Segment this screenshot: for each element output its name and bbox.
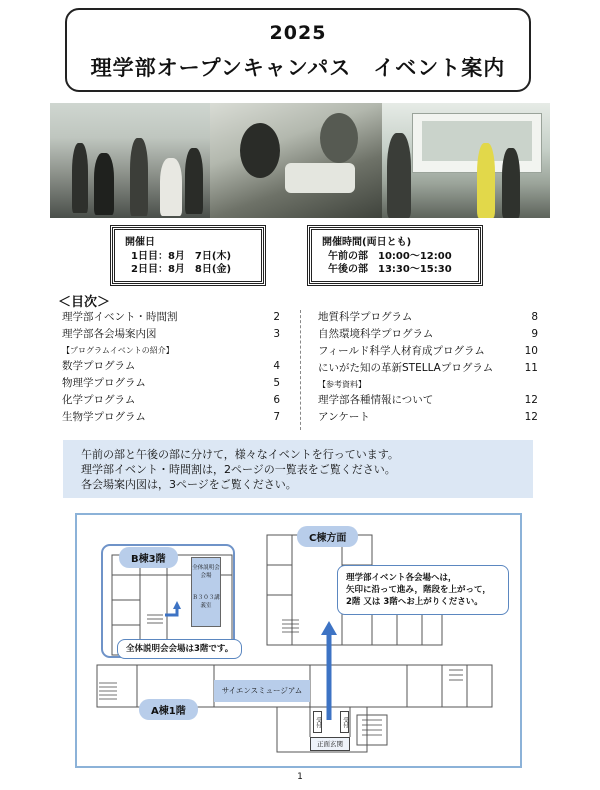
toc-entry[interactable]: 理学部イベント・時間割 2 xyxy=(62,311,280,323)
toc-entry[interactable]: 理学部各会場案内図 3 xyxy=(62,328,280,340)
photo-lab-visitors xyxy=(50,103,210,218)
toc-entry[interactable]: 地質科学プログラム 8 xyxy=(318,311,538,323)
date-day2: 2日目：8月 8日(金) xyxy=(131,264,232,275)
dates-label: 開催日 xyxy=(125,237,155,248)
toc-right-column xyxy=(318,309,538,426)
building-b-label: B棟3階 xyxy=(119,547,178,568)
photo-strip xyxy=(50,103,550,218)
toc-entry[interactable]: アンケート 12 xyxy=(318,411,538,423)
floor-map xyxy=(75,513,522,768)
intro-line: 各会場案内図は，3ページをご覧ください。 xyxy=(81,478,297,491)
toc-section-label: 【プログラムイベントの紹介】 xyxy=(62,346,174,355)
room-name: Ｂ３０３講義室 xyxy=(192,595,220,609)
reception-marker: 受付 xyxy=(340,711,349,733)
reception-marker: 受付 xyxy=(313,711,322,733)
time-morning: 午前の部 10:00～12:00 xyxy=(328,250,452,262)
toc-entry[interactable]: フィールド科学人材育成プログラム 10 xyxy=(318,345,538,357)
intro-line: 午前の部と午後の部に分けて，様々なイベントを行っています。 xyxy=(81,448,399,461)
intro-line: 理学部イベント・時間割は，2ページの一覧表をご覧ください。 xyxy=(81,463,396,476)
toc-entry[interactable]: 数学プログラム 4 xyxy=(62,360,280,372)
title-box xyxy=(65,8,531,92)
toc-heading: ＜目次＞ xyxy=(58,295,111,310)
toc-entry[interactable]: 化学プログラム 6 xyxy=(62,394,280,406)
toc-entry[interactable]: 理学部各種情報について 12 xyxy=(318,394,538,406)
time-afternoon: 午後の部 13:30～15:30 xyxy=(328,264,452,275)
event-times-box xyxy=(309,227,481,284)
date-day1: 1日目：8月 7日(木) xyxy=(131,250,232,262)
photo-poster-session xyxy=(382,103,550,218)
guide-line: 2階 又は 3階へお上がりください。 xyxy=(346,597,483,607)
intro-notice xyxy=(63,440,533,498)
toc-entry[interactable]: 物理学プログラム 5 xyxy=(62,377,280,389)
main-entrance: 正面玄関 xyxy=(310,737,350,751)
building-c-label: C棟方面 xyxy=(297,526,358,547)
toc-divider xyxy=(300,310,301,430)
event-dates-box xyxy=(112,227,264,284)
photo-demonstration xyxy=(210,103,382,218)
hall-note-callout xyxy=(117,639,242,659)
times-label: 開催時間(両日とも) xyxy=(322,237,412,248)
title-year: 2025 xyxy=(269,22,327,44)
guide-line: 理学部イベント各会場へは， xyxy=(346,573,457,583)
hall-note: 全体説明会会場は3階です。 xyxy=(126,644,234,654)
toc-section-label: 【参考資料】 xyxy=(318,380,366,389)
hall-marker xyxy=(191,557,221,627)
science-museum: サイエンスミュージアム xyxy=(214,680,310,702)
toc-entry[interactable]: 生物学プログラム 7 xyxy=(62,411,280,423)
building-a-label: A棟1階 xyxy=(139,699,198,720)
page-number: 1 xyxy=(297,772,303,782)
toc-left-column xyxy=(62,309,280,426)
page-title: 理学部オープンキャンパス イベント案内 xyxy=(90,56,506,80)
guide-line: 矢印に沿って進み，階段を上がって， xyxy=(346,585,491,595)
toc-entry[interactable]: にいがた知の革新STELLAプログラム 11 xyxy=(318,362,538,374)
route-guide-callout xyxy=(337,565,509,615)
hall-name: 全体説明会会場 xyxy=(192,565,220,579)
toc-entry[interactable]: 自然環境科学プログラム 9 xyxy=(318,328,538,340)
